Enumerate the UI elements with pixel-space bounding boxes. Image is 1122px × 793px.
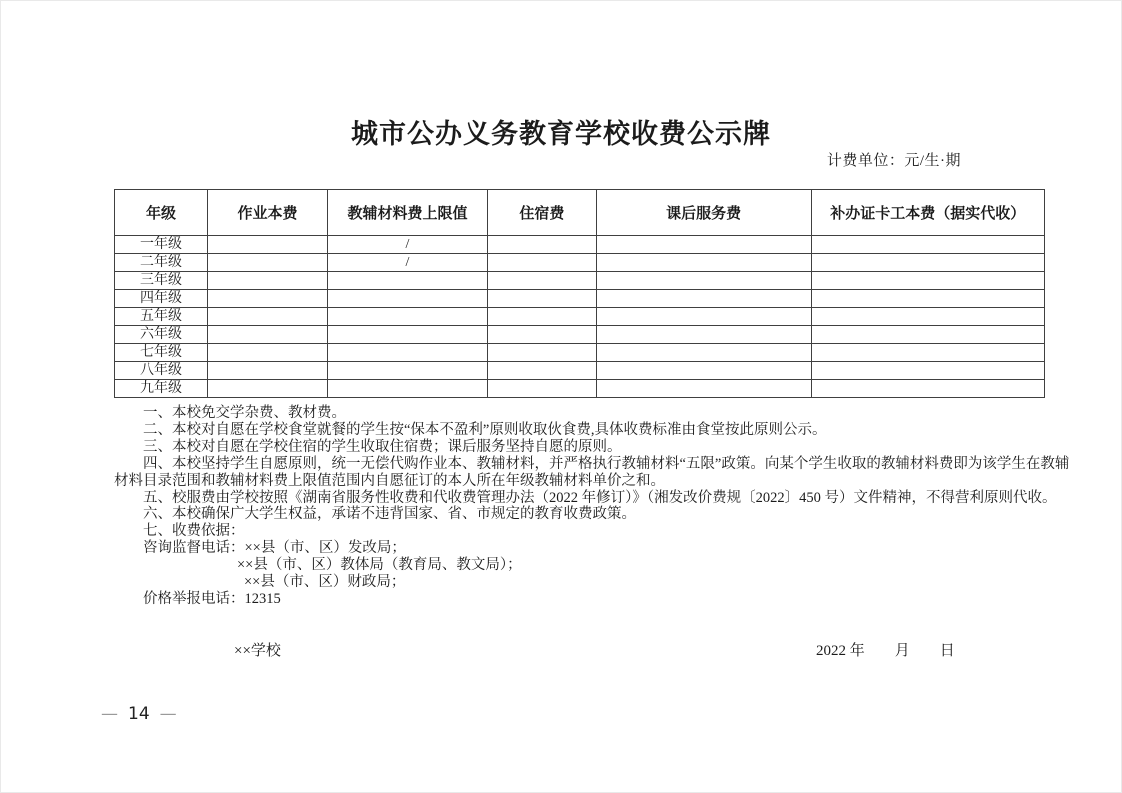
fee-cell bbox=[487, 308, 596, 326]
fee-cell bbox=[596, 254, 811, 272]
grade-cell: 四年级 bbox=[115, 290, 208, 308]
column-header-card-replacement-fee: 补办证卡工本费（据实代收） bbox=[811, 190, 1044, 236]
fee-cell bbox=[487, 362, 596, 380]
page-number bbox=[101, 704, 177, 724]
table-row bbox=[115, 272, 1045, 290]
note-line-3: 三、本校对自愿在学校住宿的学生收取住宿费；课后服务坚持自愿的原则。 bbox=[143, 438, 622, 455]
contact-line-supervision-phone: 咨询监督电话：××县（市、区）发改局； bbox=[143, 540, 406, 557]
fee-cell bbox=[487, 272, 596, 290]
fee-cell bbox=[596, 362, 811, 380]
column-header-supplementary-material-cap: 教辅材料费上限值 bbox=[327, 190, 487, 236]
fee-cell bbox=[327, 272, 487, 290]
fee-cell bbox=[487, 236, 596, 254]
column-header-workbook-fee: 作业本费 bbox=[208, 190, 328, 236]
fee-cell bbox=[208, 290, 328, 308]
fee-cell bbox=[327, 290, 487, 308]
fee-cell bbox=[487, 290, 596, 308]
fee-cell bbox=[487, 344, 596, 362]
fee-cell bbox=[487, 254, 596, 272]
contact-line-price-report-phone: 价格举报电话：12315 bbox=[143, 590, 281, 607]
fee-cell bbox=[208, 308, 328, 326]
fee-cell bbox=[596, 272, 811, 290]
fee-cell bbox=[208, 344, 328, 362]
table-row bbox=[115, 236, 1045, 254]
fee-cell bbox=[811, 326, 1044, 344]
grade-cell: 五年级 bbox=[115, 308, 208, 326]
fee-cell bbox=[327, 326, 487, 344]
fee-cell bbox=[811, 272, 1044, 290]
column-header-grade: 年级 bbox=[115, 190, 208, 236]
fee-cell bbox=[811, 254, 1044, 272]
fee-cell bbox=[596, 344, 811, 362]
note-line-6: 六、本校确保广大学生权益，承诺不违背国家、省、市规定的教育收费政策。 bbox=[143, 506, 636, 523]
column-header-afterschool-service-fee: 课后服务费 bbox=[596, 190, 811, 236]
fee-cell bbox=[327, 380, 487, 398]
fee-cell bbox=[487, 380, 596, 398]
contact-line-finance-bureau: ××县（市、区）财政局； bbox=[244, 574, 406, 591]
fee-cell bbox=[596, 326, 811, 344]
table-row bbox=[115, 326, 1045, 344]
fee-table bbox=[114, 189, 1045, 398]
footer-date: 2022 年 月 日 bbox=[816, 643, 955, 659]
table-header-row bbox=[115, 190, 1045, 236]
fee-cell bbox=[487, 326, 596, 344]
fee-cell bbox=[811, 236, 1044, 254]
fee-cell bbox=[811, 344, 1044, 362]
fee-cell bbox=[811, 362, 1044, 380]
fee-cell bbox=[208, 254, 328, 272]
table-row bbox=[115, 362, 1045, 380]
page-number-dash-right: — bbox=[159, 704, 177, 724]
table-row bbox=[115, 308, 1045, 326]
fee-cell: / bbox=[327, 236, 487, 254]
fee-cell bbox=[208, 236, 328, 254]
notes-section bbox=[114, 405, 1076, 608]
page-title: 城市公办义务教育学校收费公示牌 bbox=[351, 119, 771, 149]
fee-cell: / bbox=[327, 254, 487, 272]
note-line-4: 四、本校坚持学生自愿原则，统一无偿代购作业本、教辅材料，并严格执行教辅材料“五限”政策。向某个学生收取的教辅材料费即为该学生在教辅材料目录范围和教辅材料费上限值范围内自愿征订的本人所在年级教辅材料单价之和。 bbox=[114, 455, 1070, 489]
fee-cell bbox=[596, 308, 811, 326]
footer-school-name: ××学校 bbox=[234, 643, 281, 659]
page-number-dash-left: — bbox=[101, 704, 118, 724]
page-number-value: 14 bbox=[128, 704, 150, 724]
fee-cell bbox=[208, 326, 328, 344]
table-row bbox=[115, 254, 1045, 272]
fee-cell bbox=[596, 236, 811, 254]
fee-cell bbox=[327, 344, 487, 362]
fee-cell bbox=[596, 380, 811, 398]
table-row bbox=[115, 380, 1045, 398]
grade-cell: 二年级 bbox=[115, 254, 208, 272]
fee-cell bbox=[208, 272, 328, 290]
note-line-2: 二、本校对自愿在学校食堂就餐的学生按“保本不盈利”原则收取伙食费,具体收费标准由食堂按此原则公示。 bbox=[143, 421, 827, 438]
fee-cell bbox=[811, 290, 1044, 308]
grade-cell: 六年级 bbox=[115, 326, 208, 344]
note-line-5: 五、校服费由学校按照《湖南省服务性收费和代收费管理办法（2022 年修订）》（湘发改价费规〔2022〕450 号）文件精神，不得营利原则代收。 bbox=[143, 489, 1057, 506]
billing-unit-note: 计费单位：元/生·期 bbox=[826, 153, 961, 169]
fee-cell bbox=[811, 308, 1044, 326]
table-row bbox=[115, 344, 1045, 362]
table-row bbox=[115, 290, 1045, 308]
fee-cell bbox=[596, 290, 811, 308]
grade-cell: 三年级 bbox=[115, 272, 208, 290]
fee-cell bbox=[327, 308, 487, 326]
note-line-7: 七、收费依据： bbox=[143, 523, 245, 540]
contact-line-education-bureau: ××县（市、区）教体局（教育局、教文局）； bbox=[237, 557, 522, 574]
grade-cell: 九年级 bbox=[115, 380, 208, 398]
column-header-accommodation-fee: 住宿费 bbox=[487, 190, 596, 236]
fee-cell bbox=[327, 362, 487, 380]
fee-cell bbox=[208, 380, 328, 398]
fee-cell bbox=[208, 362, 328, 380]
fee-cell bbox=[811, 380, 1044, 398]
note-line-1: 一、本校免交学杂费、教材费。 bbox=[143, 405, 346, 421]
grade-cell: 一年级 bbox=[115, 236, 208, 254]
grade-cell: 七年级 bbox=[115, 344, 208, 362]
grade-cell: 八年级 bbox=[115, 362, 208, 380]
